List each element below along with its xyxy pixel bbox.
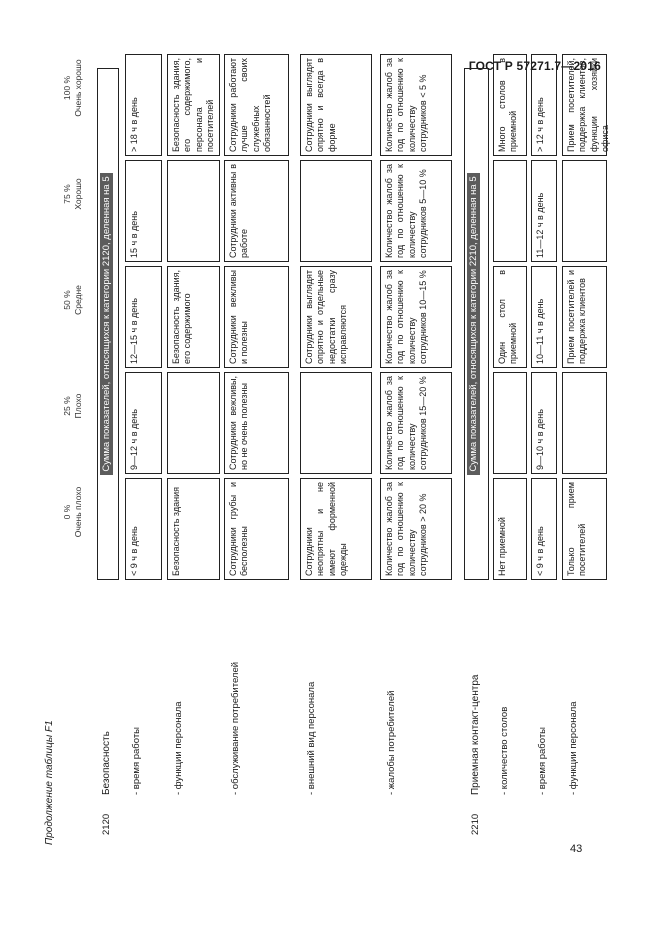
table-row [167, 55, 224, 845]
table-cell: Количество жалоб за год по отношению к количеству сотрудников 5—10 % [380, 160, 452, 262]
section-row [95, 55, 120, 845]
column-header-percent: 0 % [62, 504, 72, 520]
table-cell: Количество жалоб за год по отношению к количеству сотрудников 15—20 % [380, 372, 452, 474]
table-cell: > 12 ч в день [531, 54, 557, 156]
table-cell [493, 160, 527, 262]
table-cell [300, 160, 372, 262]
table-cell: Прием посетителей, поддержка клиентов, функции хозяйки офиса [562, 54, 607, 156]
row-label: - жалобы потребителей [386, 690, 397, 795]
table-row [562, 55, 610, 845]
table-cell: 11—12 ч в день [531, 160, 557, 262]
table-cell: 10—11 ч в день [531, 266, 557, 368]
section-code: 2210 [470, 813, 481, 835]
table-cell: Сотрудники грубы и бесполезны [224, 478, 289, 580]
sum-banner-text: Сумма показателей, относящихся к категории 2210, деленная на 5 [467, 173, 480, 474]
column-header-percent: 25 % [62, 396, 72, 416]
column-header-percent: 75 % [62, 184, 72, 204]
row-label: - функции персонала [173, 701, 184, 795]
table-cell [167, 160, 220, 262]
column-header-label: Средне [73, 285, 83, 315]
table-cell: Сотрудники работают лучше своих служебных обязанностей [224, 54, 289, 156]
table-cell: Сотрудники выглядят опрятно и отдельные недостатки сразу исправляются [300, 266, 372, 368]
document-header: ГОСТ Р 57271.7—2016 [468, 59, 601, 73]
column-header-label: Плохо [73, 393, 83, 419]
table-cell: Только прием посетителей [562, 478, 607, 580]
table-cell [167, 372, 220, 474]
table-row [531, 55, 561, 845]
table-cell: Сотрудники выглядят опрятно и всегда в форме [300, 54, 372, 156]
table-row [380, 55, 456, 845]
table-cell: Количество жалоб за год по отношению к количеству сотрудников 10—15 % [380, 266, 452, 368]
table-cell: Сотрудники вежливы, но не очень полезны [224, 372, 289, 474]
section-row [464, 55, 490, 845]
table-cell: < 9 ч в день [531, 478, 557, 580]
table-row [300, 55, 380, 845]
table-cell [562, 160, 607, 262]
table-cell: Сотрудники вежливы и полезны [224, 266, 289, 368]
sum-banner [464, 68, 489, 580]
column-header-percent: 50 % [62, 290, 72, 310]
section-title: Безопасность [101, 731, 112, 795]
section-code: 2120 [101, 813, 112, 835]
table-row [224, 55, 292, 845]
table-cell: < 9 ч в день [125, 478, 162, 580]
table-cell: 9—12 ч в день [125, 372, 162, 474]
page-number: 43 [570, 843, 583, 855]
table-row [125, 55, 167, 845]
table-cell: Сотрудники активны в работе [224, 160, 289, 262]
table-cell: Прием посетителей и поддержка клиентов [562, 266, 607, 368]
table-cell [562, 372, 607, 474]
table-cell: Сотрудники неопрятны и не имеют форменной одежды [300, 478, 372, 580]
table-cell: Один стол в приемной [493, 266, 527, 368]
row-label: - время работы [131, 727, 142, 795]
table-cell: Безопасность здания, его содержимого, персонала и посетителей [167, 54, 220, 156]
rotated-table-area [40, 55, 610, 845]
column-header-label: Очень хорошо [73, 59, 83, 117]
sum-banner-text: Сумма показателей, относящихся к категории 2120, деленная на 5 [100, 173, 113, 474]
row-label: - время работы [537, 727, 548, 795]
column-header-label: Очень плохо [73, 486, 83, 538]
table-cell: Много столов в приемной [493, 54, 527, 156]
sum-banner [97, 68, 119, 580]
table-cell: 15 ч в день [125, 160, 162, 262]
table-cell: Количество жалоб за год по отношению к количеству сотрудников > 20 % [380, 478, 452, 580]
table-cell: > 18 ч в день [125, 54, 162, 156]
column-header-percent: 100 % [62, 75, 72, 101]
row-label: - обслуживание потребителей [230, 661, 241, 795]
section-title: Приемная контакт-центра [470, 674, 481, 795]
row-label: - функции персонала [568, 701, 579, 795]
table-cell: 9—10 ч в день [531, 372, 557, 474]
table-cell [493, 372, 527, 474]
table-cell [300, 372, 372, 474]
column-header [62, 18, 84, 158]
table-cell: Нет приемной [493, 478, 527, 580]
table-row [493, 55, 531, 845]
table-cell: 12—15 ч в день [125, 266, 162, 368]
table-cell: Безопасность здания, его содержимого [167, 266, 220, 368]
table-cell: Безопасность здания [167, 478, 220, 580]
table-cell: Количество жалоб за год по отношению к количеству сотрудников < 5 % [380, 54, 452, 156]
column-header-label: Хорошо [73, 178, 83, 210]
row-label: - количество столов [499, 706, 510, 795]
table-continuation-caption: Продолжение таблицы F1 [44, 720, 55, 845]
row-label: - внешний вид персонала [306, 681, 317, 795]
